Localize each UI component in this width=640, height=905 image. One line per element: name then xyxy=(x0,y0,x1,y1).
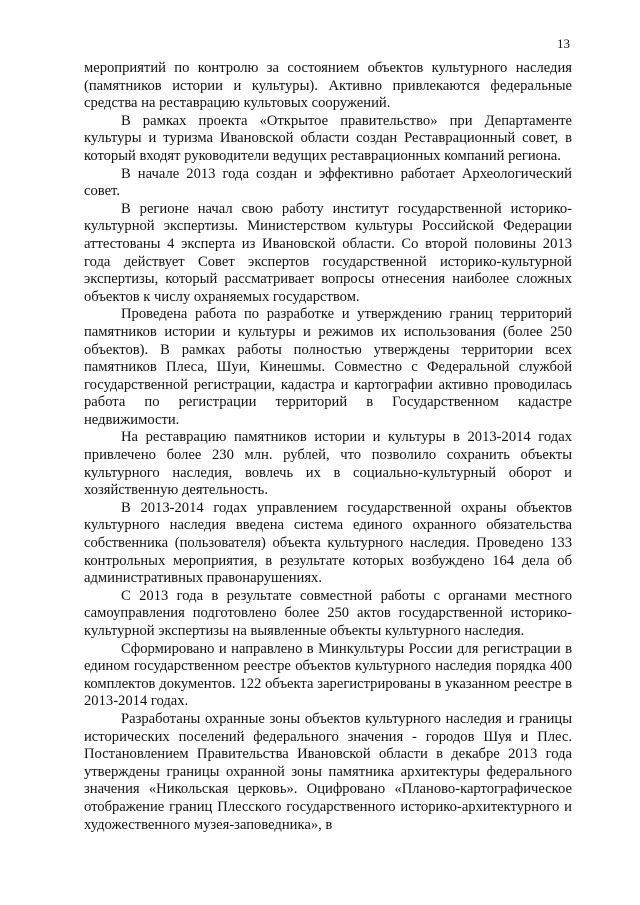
paragraph: мероприятий по контролю за состоянием объектов культурного наследия (памятников истории и культуры). Активно привлекаются федеральные средства на реставрацию культовых сооружений. xyxy=(84,60,572,112)
paragraph: В 2013-2014 годах управлением государственной охраны объектов культурного наследия введена система единого охранного обязательства собственника (пользователя) объекта культурного наследия. Проведено 133 контрольных мероприятия, в результате которых возбуждено 164 дела об административных правонарушениях. xyxy=(84,499,572,587)
paragraph: Разработаны охранные зоны объектов культурного наследия и границы исторических поселений федерального значения - городов Шуя и Плес. Постановлением Правительства Ивановской области в декабре 2013 года утверждены границы охранной зоны памятника архитектуры федерального значения «Никольская церковь». Оцифровано «Планово-картографическое отображение границ Плесского государственного историко-архитектурного и художественного музея-заповедника», в xyxy=(84,710,572,833)
paragraph: В регионе начал свою работу институт государственной историко-культурной экспертизы. Министерством культуры Российской Федерации аттестованы 4 эксперта из Ивановской области. Со второй половины 2013 года действует Совет экспертов государственной историко-культурной экспертизы, который рассматривает вопросы отнесения наиболее сложных объектов к числу охраняемых государством. xyxy=(84,200,572,305)
paragraph: В начале 2013 года создан и эффективно работает Археологический совет. xyxy=(84,165,572,200)
page-number: 13 xyxy=(557,36,570,51)
paragraph: Сформировано и направлено в Минкультуры России для регистрации в едином государственном реестре объектов культурного наследия порядка 400 комплектов документов. 122 объекта зарегистрированы в указанном реестре в 2013-2014 годах. xyxy=(84,640,572,710)
document-body xyxy=(84,60,572,834)
paragraph: В рамках проекта «Открытое правительство» при Департаменте культуры и туризма Ивановской области создан Реставрационный совет, в который входят руководители ведущих реставрационных компаний региона. xyxy=(84,112,572,164)
paragraph: Проведена работа по разработке и утверждению границ территорий памятников истории и культуры и режимов их использования (более 250 объектов). В рамках работы полностью утверждены территории всех памятников Плеса, Шуи, Кинешмы. Совместно с Федеральной службой государственной регистрации, кадастра и картографии активно проводилась работа по регистрации территорий в Государственном кадастре недвижимости. xyxy=(84,306,572,428)
paragraph: С 2013 года в результате совместной работы с органами местного самоуправления подготовлено более 250 актов государственной историко-культурной экспертизы на выявленные объекты культурного наследия. xyxy=(84,587,572,639)
paragraph: На реставрацию памятников истории и культуры в 2013-2014 годах привлечено более 230 млн. рублей, что позволило сохранить объекты культурного наследия, вовлечь их в социально-культурный оборот и хозяйственную деятельность. xyxy=(84,429,572,499)
